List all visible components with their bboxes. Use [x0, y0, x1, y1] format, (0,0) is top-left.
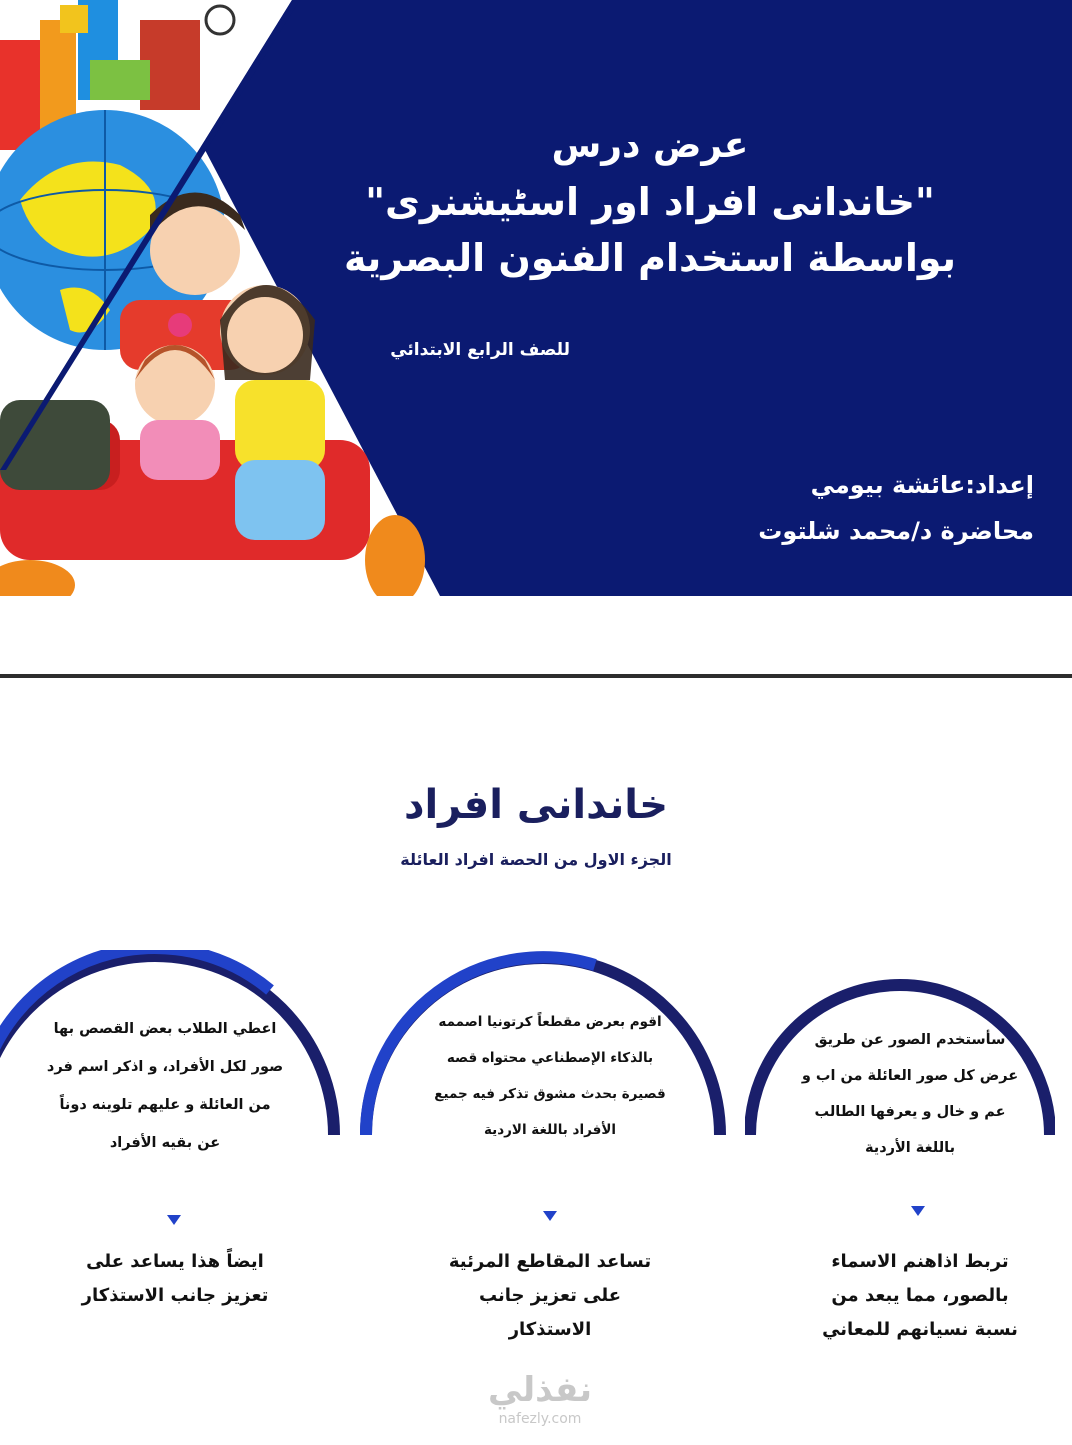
bottom-text-right: [795, 1245, 1045, 1347]
arc-text-line: من العائلة و عليهم تلوينه دوناً: [59, 1097, 271, 1113]
bottom-text-line: بالصور، مما يبعد من: [831, 1285, 1009, 1306]
arc-text-right: [765, 1022, 1055, 1166]
watermark-logo: نفذلي: [487, 1370, 593, 1410]
bottom-text-line: على تعزيز جانب: [478, 1285, 621, 1306]
bottom-text-line: تعزيز جانب الاستذكار: [81, 1285, 269, 1306]
arc-text-line: عن بقيه الأفراد: [109, 1135, 221, 1151]
title-line-1: عرض درس: [551, 125, 749, 166]
bottom-text-line: تساعد المقاطع المرئية: [448, 1251, 652, 1272]
bottom-text-line: نسبة نسيانهم للمعاني: [822, 1319, 1018, 1340]
arc-text-line: عرض كل صور العائلة من اب و: [801, 1068, 1019, 1084]
arc-text-line: قصيرة بحدث مشوق تذكر فيه جميع: [434, 1086, 666, 1102]
arrow-down-icon: [167, 1215, 181, 1225]
watermark-url: nafezly.com: [498, 1411, 582, 1427]
watermark: [440, 1370, 640, 1428]
bottom-text-line: ايضاً هذا يساعد على: [86, 1251, 264, 1272]
author-block: [614, 462, 1034, 554]
arc-text-line: باللغة الأردية: [864, 1140, 956, 1156]
slide-divider: [0, 674, 1072, 678]
bottom-text-line: الاستذكار: [508, 1319, 592, 1340]
arrow-down-icon: [911, 1206, 925, 1216]
author-name: إعداد:عائشة بيومي: [810, 471, 1034, 499]
title-line-2: "خاندانى افراد اور اسٹیشنری": [365, 180, 935, 224]
grade-label: للصف الرابع الابتدائي: [390, 340, 570, 360]
title-line-3: بواسطة استخدام الفنون البصرية: [344, 236, 956, 280]
arc-text-line: اقوم بعرض مقطعاً كرتونيا اصممه: [438, 1014, 662, 1030]
section-subtitle: الجزء الاول من الحصة افراد العائلة: [400, 850, 672, 869]
arc-text-line: اعطي الطلاب بعض القصص بها: [53, 1021, 277, 1037]
arc-text-line: عم و خال و يعرفها الطالب: [814, 1104, 1006, 1120]
arc-text-line: صور لكل الأفراد، و اذكر اسم فرد: [46, 1059, 284, 1075]
arrow-down-icon: [543, 1211, 557, 1221]
arc-text-middle: [395, 1004, 705, 1148]
arc-text-line: سأستخدم الصور عن طريق: [814, 1032, 1006, 1048]
bottom-text-middle: [425, 1245, 675, 1347]
title-slide: [0, 0, 1072, 596]
arc-text-line: الأفراد باللغة الاردية: [483, 1122, 617, 1138]
arc-text-line: بالذكاء الإصطناعي محتواه قصه: [446, 1050, 654, 1066]
bottom-text-line: تربط اذاهنم الاسماء: [831, 1251, 1009, 1272]
section-title: خاندانى افراد: [403, 782, 669, 828]
slide-title: [300, 118, 1000, 286]
lecturer-name: محاضرة د/محمد شلتوت: [758, 517, 1034, 545]
arc-text-left: [40, 1010, 290, 1162]
bottom-text-left: [55, 1245, 295, 1313]
